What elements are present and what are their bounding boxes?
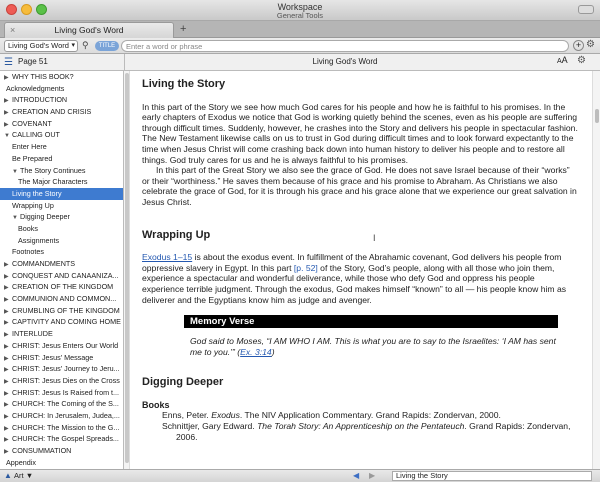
text: ) [271,346,275,357]
disclosure-collapsed-icon[interactable]: ▶ [4,449,9,455]
disclosure-collapsed-icon[interactable]: ▶ [4,437,9,444]
text: is about the exodus event. In fulfillment of the Abrahamic covenant, God delivers his people from oppressive slavery in Egypt. In this part [142,252,562,273]
toc-item[interactable] [0,375,123,387]
toc-item[interactable] [0,235,123,247]
disclosure-collapsed-icon[interactable]: ▶ [4,413,9,420]
toc-item[interactable] [0,316,123,328]
text: . Grand Rapids: Zondervan, 2006. [176,421,571,442]
art-dropdown[interactable] [14,471,33,480]
toc-item[interactable] [0,118,123,130]
toc-item[interactable] [0,71,123,83]
resource-selector[interactable] [4,40,78,52]
book-title-italic: Exodus [211,410,240,421]
paragraph: In this part of the Story we see how much God cares for his people and how he is faithful to his promises. In the early chapters of Exodus we notice that God is working quietly behind the scenes, even as his people are suffering through difficult times. Suddenly, however, he crashes into the Story and delivers his people in spectacular fashion. The New Testament likewise calls on us to trust in God during difficult times and to look forward expectantly to the time when Jesus Christ will come crashing back down into human history to deliver his people and to restore all things. God truly cares for us and he is always faithful to his promises. [142,101,578,165]
memory-verse-text [190,336,570,357]
disclosure-collapsed-icon[interactable]: ▶ [4,390,9,397]
memory-verse-title: Memory Verse [184,315,558,328]
resource-selector-label: Living God's Word [8,41,69,50]
toc-header [0,54,124,71]
back-button[interactable]: ◀ [353,471,360,480]
font-size-control[interactable] [557,55,568,65]
disclosure-collapsed-icon[interactable]: ▶ [4,262,9,268]
toc-item-label: WHY THIS BOOK? [12,72,74,81]
panel-toggle-icon[interactable]: ▲ [4,471,12,480]
disclosure-expanded-icon[interactable]: ▼ [12,215,18,222]
heading-living-the-story: Living the Story [142,78,226,90]
search-input[interactable] [121,40,569,52]
content-scrollbar[interactable] [592,71,600,469]
toc-item-label: CHRIST: Jesus' Message [12,352,94,362]
disclosure-collapsed-icon[interactable]: ▶ [4,378,9,385]
page-marker-link[interactable]: [p. 52] [293,262,318,273]
search-scope-pill[interactable]: TITLE [95,41,119,51]
reader-content [131,71,591,469]
toc-item[interactable] [0,165,123,177]
toc-item-label: Wrapping Up [12,200,54,210]
toc-item-label: Enter Here [12,142,47,152]
disclosure-collapsed-icon[interactable]: ▶ [4,98,9,105]
add-button[interactable]: + [573,40,584,51]
tab-bar [0,21,600,38]
toc-item[interactable] [0,340,123,352]
toc-item[interactable] [0,387,123,399]
heading-books: Books [142,399,170,410]
toc-item-label: CHRIST: Jesus Is Raised from t... [12,387,120,397]
toc-item-label: CHURCH: The Coming of the S... [12,399,119,409]
search-icon[interactable]: ⚲ [82,40,89,50]
toc-item-label: Appendix [6,457,36,467]
book-title: Living God's Word [312,57,378,66]
disclosure-collapsed-icon[interactable]: ▶ [4,121,9,128]
disclosure-collapsed-icon[interactable]: ▶ [4,308,9,315]
reader-settings-gear-icon[interactable]: ⚙ [577,55,586,66]
toc-item[interactable] [0,188,123,200]
gear-icon[interactable]: ⚙ [586,39,595,50]
bibliography-entry [156,410,579,421]
toc-item[interactable] [0,176,123,188]
toc-item-label: Acknowledgments [6,83,65,93]
disclosure-collapsed-icon[interactable]: ▶ [4,75,9,81]
table-of-contents [0,71,124,469]
toc-item[interactable] [0,153,123,165]
location-field[interactable]: Living the Story [392,471,592,481]
toc-item-label: INTRODUCTION [12,95,68,105]
paragraph: In this part of the Great Story we also see the grace of God. He does not save Israel because of their “works” or their “worthiness.” He saves them because of his grace and his promise to Abraham. As Christians we also celebrate the grace of God, for it is through his grace and his grace alone that we experience our great salvation in Jesus Christ. [142,165,577,207]
toc-item-label: CHRIST: Jesus Dies on the Cross [12,375,120,385]
toc-item-label: COVENANT [12,118,52,128]
search-toolbar [0,38,600,54]
disclosure-collapsed-icon[interactable]: ▶ [4,343,9,350]
disclosure-collapsed-icon[interactable]: ▶ [4,367,9,374]
toc-item-label: The Story Continues [20,165,86,175]
window-subtitle: General Tools [276,11,324,20]
text-cursor-icon: I [373,233,376,243]
toc-item-label: COMMUNION AND COMMON... [12,294,117,304]
toc-item[interactable] [0,398,123,410]
toc-item[interactable] [0,433,123,445]
toc-item[interactable] [0,293,123,305]
disclosure-collapsed-icon[interactable]: ▶ [4,285,9,292]
toolbar-toggle-button[interactable] [578,5,594,14]
toc-item[interactable] [0,445,123,457]
new-tab-button[interactable]: + [180,23,187,35]
scripture-link[interactable]: Exodus 1–15 [142,252,193,263]
toc-item-label: Assignments [18,235,60,245]
heading-wrapping-up: Wrapping Up [142,228,211,241]
toc-item[interactable] [0,211,123,223]
toc-item-label: Footnotes [12,247,44,257]
art-label: Art [14,471,24,480]
toc-item[interactable] [0,363,123,375]
disclosure-collapsed-icon[interactable]: ▶ [4,297,9,304]
text: Schnittjer, Gary Edward. [162,421,258,432]
toc-item-label: Living the Story [12,188,62,198]
disclosure-collapsed-icon[interactable]: ▶ [4,320,9,327]
disclosure-collapsed-icon[interactable]: ▶ [4,273,9,280]
chevron-down-icon: ▼ [25,471,34,480]
toc-item[interactable] [0,410,123,422]
font-larger-button[interactable]: A [561,55,568,65]
toc-item-label: CRUMBLING OF THE KINGDOM [12,305,120,315]
toc-item[interactable] [0,83,123,95]
toc-item-label: CHURCH: The Gospel Spreads... [12,434,119,444]
toc-item-label: CHURCH: The Mission to the G... [12,422,120,432]
toc-scrollbar[interactable] [124,71,130,469]
toc-item[interactable] [0,457,123,469]
toc-item[interactable] [0,270,123,282]
text: God said to Moses, “I AM WHO I AM. This is what you are to say to the Israelites: ‘I AM has sent me to you.’” ( [190,336,556,357]
toc-item-label: CREATION AND CRISIS [12,107,92,117]
toc-item[interactable] [0,106,123,118]
book-title-italic: The Torah Story: An Apprenticeship on the Pentateuch [257,421,465,432]
toc-item-label: Digging Deeper [20,212,70,222]
toc-item-label: The Major Characters [18,177,88,187]
page-number: Page 51 [18,57,48,66]
text: . The NIV Application Commentary. Grand Rapids: Zondervan, 2000. [239,410,501,421]
title-bar [0,0,600,21]
text: of the Story, God’s people, along with all those who join them, experience a spectacular and wonderful deliverance, while those who defy God and oppress his people experience terrible judgment. Through the exodus, God makes himself “known” to all — his people know him as deliverer and the Egyptians know him as judge and avenger. [142,262,567,305]
toc-item[interactable] [0,223,123,235]
toc-item[interactable] [0,305,123,317]
toc-item[interactable] [0,422,123,434]
toc-item[interactable] [0,200,123,212]
toc-item-label: CREATION OF THE KINGDOM [12,282,114,292]
chevron-down-icon: ▾ [71,42,75,49]
toc-item-label: Books [18,223,38,233]
toc-item[interactable] [0,129,123,141]
toc-item[interactable] [0,246,123,258]
toc-item-label: CHRIST: Jesus Enters Our World [12,340,119,350]
forward-button[interactable]: ▶ [369,471,376,480]
toc-item[interactable] [0,258,123,270]
toc-item-label: CHRIST: Jesus' Journey to Jeru... [12,364,120,374]
disclosure-expanded-icon[interactable]: ▼ [12,168,18,175]
toc-item-label: Be Prepared [12,153,53,163]
disclosure-collapsed-icon[interactable]: ▶ [4,425,9,432]
toc-item-label: CAPTIVITY AND COMING HOME [12,317,121,327]
reader-header [124,54,600,71]
list-icon[interactable]: ☰ [4,57,13,68]
font-smaller-button[interactable]: A [557,58,562,65]
scripture-link[interactable]: Ex. 3:14 [240,346,272,357]
toc-item-label: CHURCH: In Jerusalem, Judea,... [12,410,120,420]
disclosure-collapsed-icon[interactable]: ▶ [4,332,9,339]
toc-item-label: CONSUMMATION [12,446,72,455]
disclosure-expanded-icon[interactable]: ▼ [4,133,10,140]
toc-item[interactable] [0,352,123,364]
toc-item[interactable] [0,94,123,106]
tab-living-gods-word[interactable] [4,22,174,38]
toc-scroll-thumb[interactable] [125,73,129,463]
toc-item-label: COMMANDMENTS [12,259,76,268]
heading-digging-deeper: Digging Deeper [142,376,224,389]
toc-item-label: INTERLUDE [12,329,53,339]
disclosure-collapsed-icon[interactable]: ▶ [4,402,9,409]
toc-item[interactable] [0,281,123,293]
window-title: Workspace [277,2,323,12]
disclosure-collapsed-icon[interactable]: ▶ [4,110,9,117]
content-scroll-thumb[interactable] [595,109,599,123]
bibliography-entry [156,421,579,442]
tab-label: Living God's Word [54,25,124,35]
disclosure-collapsed-icon[interactable]: ▶ [4,355,9,362]
toc-item-label: CALLING OUT [12,130,60,140]
toc-item[interactable] [0,328,123,340]
bottom-bar [0,469,600,482]
paragraph [142,252,579,305]
toc-item[interactable] [0,141,123,153]
tab-close-icon[interactable]: × [10,25,16,35]
text: Enns, Peter. [162,410,212,421]
toc-item-label: CONQUEST AND CANAANIZA... [12,270,119,280]
